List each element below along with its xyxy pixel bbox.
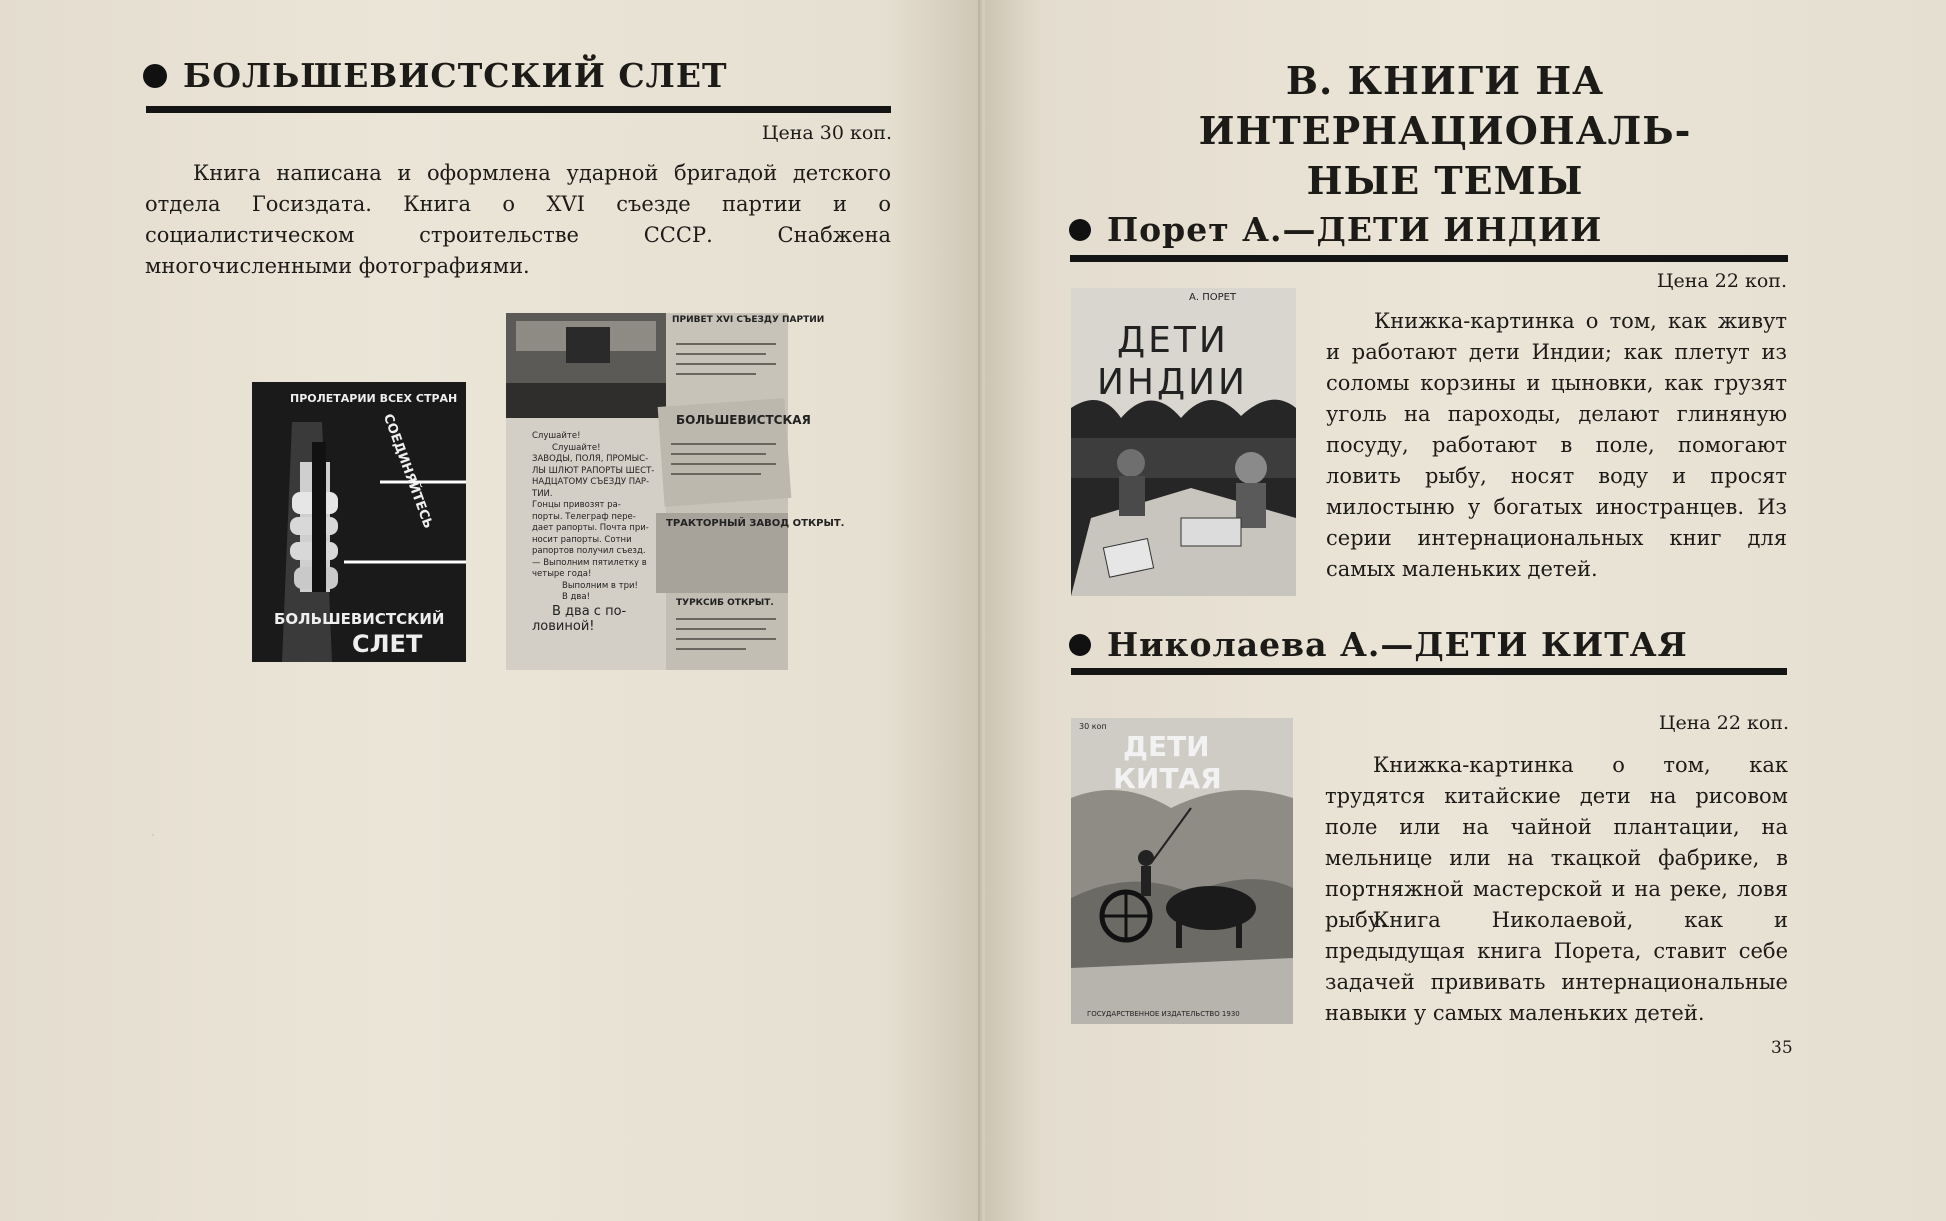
- clip-headline-1: ПРИВЕТ XVI СЪЕЗДУ ПАРТИИ: [672, 315, 825, 325]
- book2-heading: [1069, 625, 1688, 664]
- poem-line: ЗАВОДЫ, ПОЛЯ, ПРОМЫС-: [532, 454, 649, 464]
- poem-line: НАДЦАТОМУ СЪЕЗДУ ПАР-: [532, 477, 650, 487]
- book2-rule: [1071, 668, 1787, 675]
- book2-dash: —: [1380, 625, 1415, 664]
- bullet-icon: [143, 64, 167, 88]
- bullet-icon: [1069, 634, 1091, 656]
- clip-headline-4: ТУРКСИБ ОТКРЫТ.: [676, 598, 774, 608]
- cover-title-line2: КИТАЯ: [1113, 762, 1222, 795]
- clip-headline-2: БОЛЬШЕВИСТСКАЯ: [676, 413, 811, 427]
- cover-top-text: ПРОЛЕТАРИИ ВСЕХ СТРАН: [290, 392, 458, 405]
- book1-description: Книжка-картинка о том, как живут и работают дети Индии; как плетут из соломы корзины и цыновки, как грузят уголь на пароходы, делают глиняную посуду, работают в поле, помогают ловить рыбу, носят воду и просят милостыню у богатых иностранцев. Из серии интернациональных книг для самых маленьких детей.: [1326, 309, 1787, 581]
- book1-price: Цена 22 коп.: [1656, 270, 1787, 292]
- section-title-line2: НЫЕ ТЕМЫ: [1306, 158, 1584, 203]
- cover-price: 30 коп: [1079, 722, 1107, 731]
- poem-line: ЛЫ ШЛЮТ РАПОРТЫ ШЕСТ-: [532, 465, 655, 476]
- poem-line: ловиной!: [532, 618, 595, 634]
- cover-deti-kitaya: [1071, 718, 1293, 1024]
- left-heading: [143, 56, 728, 95]
- section-title: [1065, 56, 1825, 206]
- poem-line: — Выполним пятилетку в: [532, 557, 647, 568]
- book1-dash: —: [1282, 210, 1317, 249]
- poem-line: рапортов получил съезд.: [532, 546, 646, 556]
- poem-line: В два с по-: [552, 603, 627, 619]
- cover-publisher: ГОСУДАРСТВЕННОЕ ИЗДАТЕЛЬСТВО 1930: [1087, 1010, 1240, 1018]
- book2-description-1: Книжка-картинка о том, как трудятся китайские дети на рисовом поле или на чайной плантации, на мельнице или на ткацкой фабрике, в портняжной мастерской и на реке, ловя рыбу.: [1325, 753, 1788, 932]
- poem-line: Слушайте!: [552, 442, 601, 453]
- cover-author: А. ПОРЕТ: [1189, 292, 1237, 303]
- book1-author: Порет А.: [1107, 210, 1283, 249]
- collage-poem: [532, 431, 662, 634]
- book1-rule: [1070, 255, 1788, 262]
- poem-line: четыре года!: [532, 569, 592, 579]
- book2-author: Николаева А.: [1107, 625, 1381, 664]
- bleed-through-text: .: [150, 820, 156, 841]
- heading-rule: [146, 106, 891, 113]
- photo-collage: [506, 313, 845, 670]
- cover-title-line2: ИНДИИ: [1097, 362, 1248, 403]
- cover-title-line1: БОЛЬШЕВИСТСКИЙ: [274, 610, 445, 628]
- poem-line: дает рапорты. Почта при-: [532, 523, 649, 533]
- book2-description-2: Книга Николаевой, как и предыдущая книга Порета, ставит себе задачей прививать интернациональные навыки у самых маленьких детей.: [1325, 908, 1788, 1025]
- page-number: 35: [1771, 1038, 1793, 1058]
- book2-price: Цена 22 коп.: [1658, 712, 1789, 734]
- left-heading-text: БОЛЬШЕВИСТСКИЙ СЛЕТ: [183, 56, 728, 95]
- cover-deti-indii: [1071, 288, 1296, 596]
- right-page: [985, 0, 1946, 1221]
- poem-line: порты. Телеграф пере-: [532, 511, 636, 522]
- book1-heading: [1069, 210, 1602, 249]
- book-description: Книга написана и оформлена ударной бригадой детского отдела Госиздата. Книга о XVI съезде партии и о социалистическом строительстве СССР. Снабжена многочисленными фотографиями.: [145, 161, 891, 278]
- clip-headline-3: ТРАКТОРНЫЙ ЗАВОД ОТКРЫТ.: [666, 518, 845, 529]
- bullet-icon: [1069, 219, 1091, 241]
- poem-line: Выполним в три!: [562, 580, 638, 591]
- cover-side-text: СОЕДИНЯЙТЕСЬ: [379, 412, 436, 531]
- poem-line: В два!: [562, 592, 591, 602]
- book2-title: ДЕТИ КИТАЯ: [1414, 625, 1688, 664]
- price: Цена 30 коп.: [761, 122, 892, 144]
- poem-line: носит рапорты. Сотни: [532, 534, 632, 545]
- poem-line: Слушайте!: [532, 431, 581, 441]
- poem-line: Гонцы привозят ра-: [532, 500, 621, 510]
- cover-title-line1: ДЕТИ: [1123, 730, 1210, 763]
- poem-line: ТИИ.: [532, 488, 553, 499]
- cover-title-line2: СЛЕТ: [352, 630, 423, 658]
- cover-bolshevistsky-slet: [252, 382, 466, 662]
- section-title-line1: В. КНИГИ НА ИНТЕРНАЦИОНАЛЬ-: [1198, 58, 1692, 153]
- cover-title-line1: ДЕТИ: [1117, 320, 1229, 361]
- book1-title: ДЕТИ ИНДИИ: [1316, 210, 1603, 249]
